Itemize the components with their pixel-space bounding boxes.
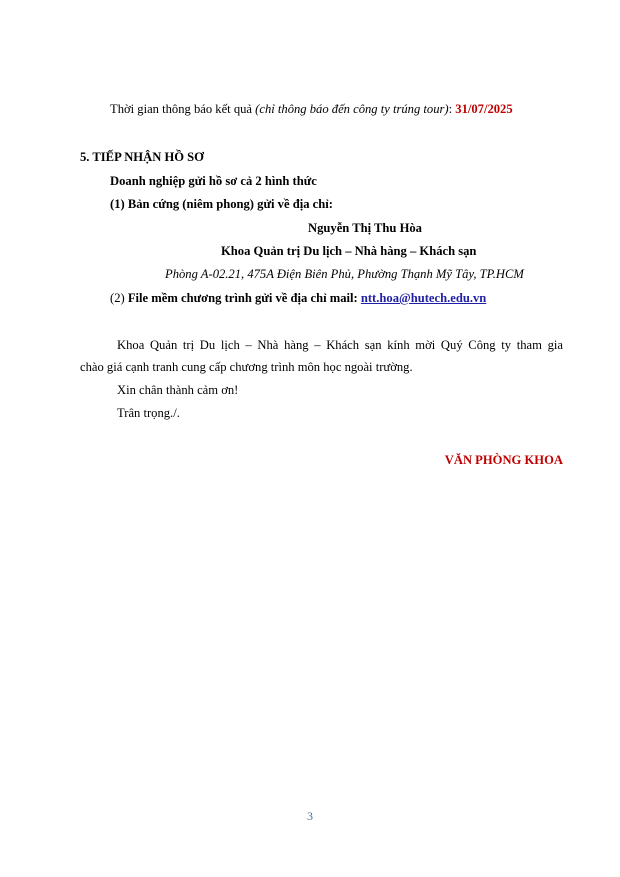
closing-paragraph-line-1: Khoa Quản trị Du lịch – Nhà hàng – Khách sạn kính mời Quý Công ty tham gia: [117, 338, 563, 352]
recipient-department: Khoa Quản trị Du lịch – Nhà hàng – Khách sạn: [221, 244, 477, 258]
result-notice-colon: :: [448, 102, 456, 116]
result-notice-note: (chỉ thông báo đến công ty trúng tour): [255, 102, 449, 116]
submission-intro: Doanh nghiệp gửi hồ sơ cả 2 hình thức: [110, 174, 317, 188]
section-5-heading: 5. TIẾP NHẬN HỒ SƠ: [80, 150, 204, 164]
regards-text: Trân trọng./.: [117, 406, 180, 420]
signature-office: VĂN PHÒNG KHOA: [444, 453, 563, 467]
recipient-address: Phòng A-02.21, 475A Điện Biên Phủ, Phường Thạnh Mỹ Tây, TP.HCM: [165, 267, 524, 281]
hardcopy-label: (1) Bản cứng (niêm phong) gửi về địa chỉ:: [110, 197, 333, 211]
softcopy-number: (2): [110, 291, 128, 305]
email-link[interactable]: ntt.hoa@hutech.edu.vn: [360, 291, 487, 305]
recipient-name: Nguyễn Thị Thu Hòa: [308, 221, 422, 235]
page-number: 3: [307, 809, 313, 823]
closing-paragraph-line-2: chào giá cạnh tranh cung cấp chương trình môn học ngoài trường.: [80, 360, 413, 374]
result-notice-date: 31/07/2025: [455, 102, 513, 116]
softcopy-label: File mềm chương trình gửi về địa chỉ mail:: [127, 291, 361, 305]
softcopy-line: [110, 290, 486, 306]
thanks-text: Xin chân thành cảm ơn!: [117, 383, 239, 397]
result-notice-line: [110, 101, 513, 117]
result-notice-prefix: Thời gian thông báo kết quả: [110, 102, 256, 116]
